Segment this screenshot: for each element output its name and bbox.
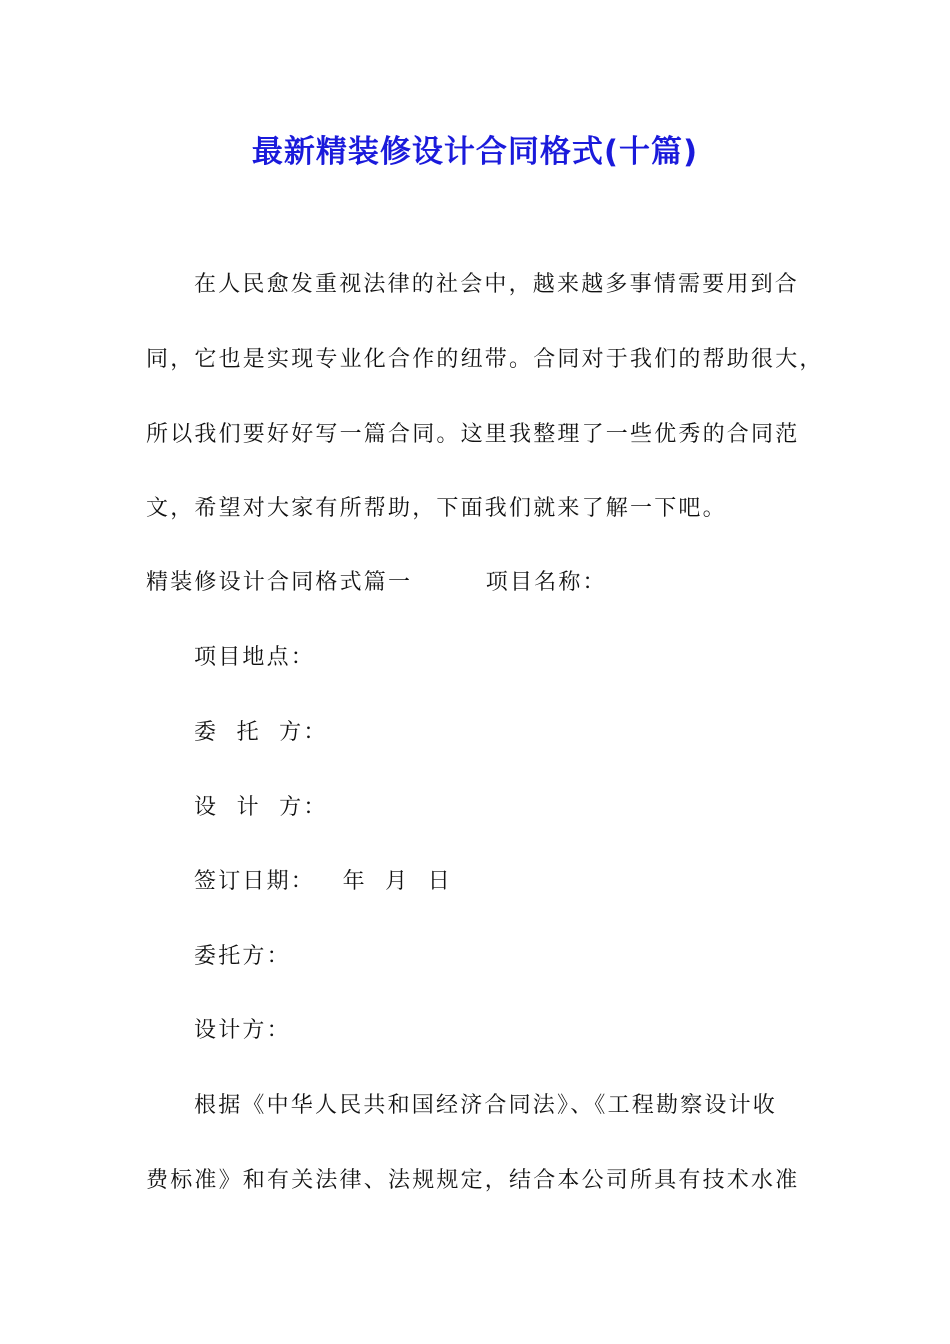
field-project-location: 项目地点：	[194, 645, 316, 670]
field-client: 委 托 方：	[194, 720, 328, 745]
intro-line-1: 在人民愈发重视法律的社会中，越来越多事情需要用到合	[194, 272, 800, 297]
document-title: 最新精装修设计合同格式(十篇)	[251, 134, 699, 170]
body-line-1: 根据《中华人民共和国经济合同法》、《工程勘察设计收	[194, 1093, 778, 1118]
section-heading: 精装修设计合同格式篇一 项目名称：	[146, 570, 607, 595]
intro-line-2: 同，它也是实现专业化合作的纽带。合同对于我们的帮助很大，	[146, 347, 824, 372]
field-client-short: 委托方：	[194, 944, 291, 969]
intro-line-3: 所以我们要好好写一篇合同。这里我整理了一些优秀的合同范	[146, 422, 800, 447]
field-designer-short: 设计方：	[194, 1018, 291, 1043]
body-line-2: 费标准》和有关法律、法规规定，结合本公司所具有技术水准	[146, 1168, 800, 1193]
field-sign-date: 签订日期： 年 月 日	[194, 869, 452, 894]
intro-line-4: 文，希望对大家有所帮助，下面我们就来了解一下吧。	[146, 496, 727, 521]
field-designer: 设 计 方：	[194, 795, 328, 820]
